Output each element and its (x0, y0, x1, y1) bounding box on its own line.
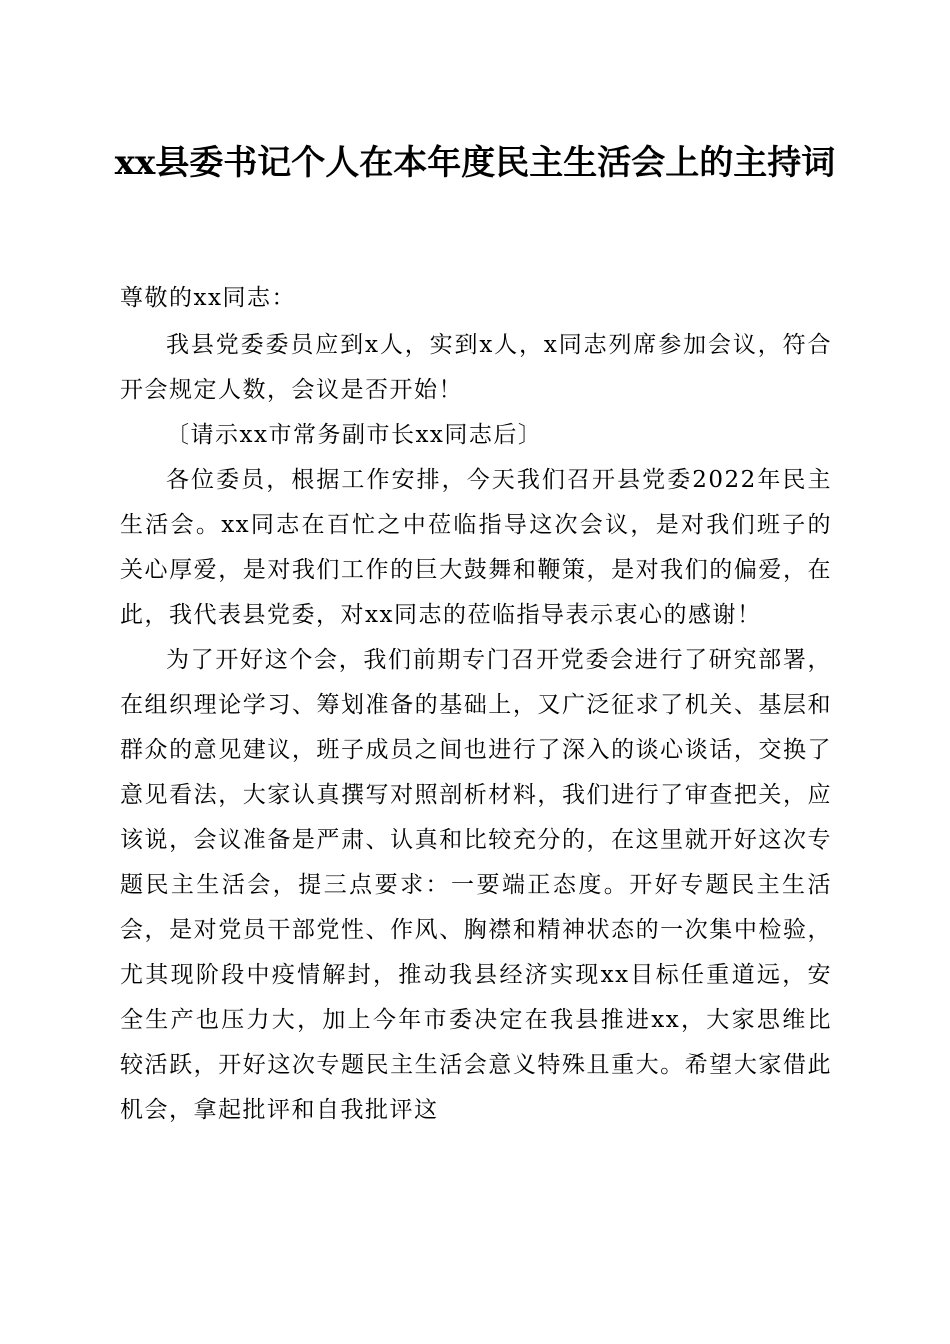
document-body (120, 276, 832, 1133)
document-title: xx县委书记个人在本年度民主生活会上的主持词 (114, 143, 836, 183)
salutation: 尊敬的xx同志： (120, 285, 296, 311)
paragraph-instruction-note: 〔请示xx市常务副市长xx同志后〕 (166, 422, 543, 448)
paragraph-requirements: 为了开好这个会，我们前期专门召开党委会进行了研究部署，在组织理论学习、筹划准备的基础上，又广泛征求了机关、基层和群众的意见建议，班子成员之间也进行了深入的谈心谈话，交换了意见看法，大家认真撰写对照剖析材料，我们进行了审查把关，应该说，会议准备是严肃、认真和比较充分的，在这里就开好这次专题民主生活会，提三点要求：一要端正态度。开好专题民主生活会，是对党员干部党性、作风、胸襟和精神状态的一次集中检验，尤其现阶段中疫情解封，推动我县经济实现xx目标任重道远，安全生产也压力大，加上今年市委决定在我县推进xx，大家思维比较活跃，开好这次专题民主生活会意义特殊且重大。希望大家借此机会，拿起批评和自我批评这 (120, 647, 832, 1123)
paragraph-attendance: 我县党委委员应到x人，实到x人，x同志列席参加会议，符合开会规定人数，会议是否开始！ (120, 332, 832, 403)
paragraph-opening: 各位委员，根据工作安排，今天我们召开县党委2022年民主生活会。xx同志在百忙之中莅临指导这次会议，是对我们班子的关心厚爱，是对我们工作的巨大鼓舞和鞭策，是对我们的偏爱，在此，我代表县党委，对xx同志的莅临指导表示衷心的感谢！ (120, 467, 832, 628)
